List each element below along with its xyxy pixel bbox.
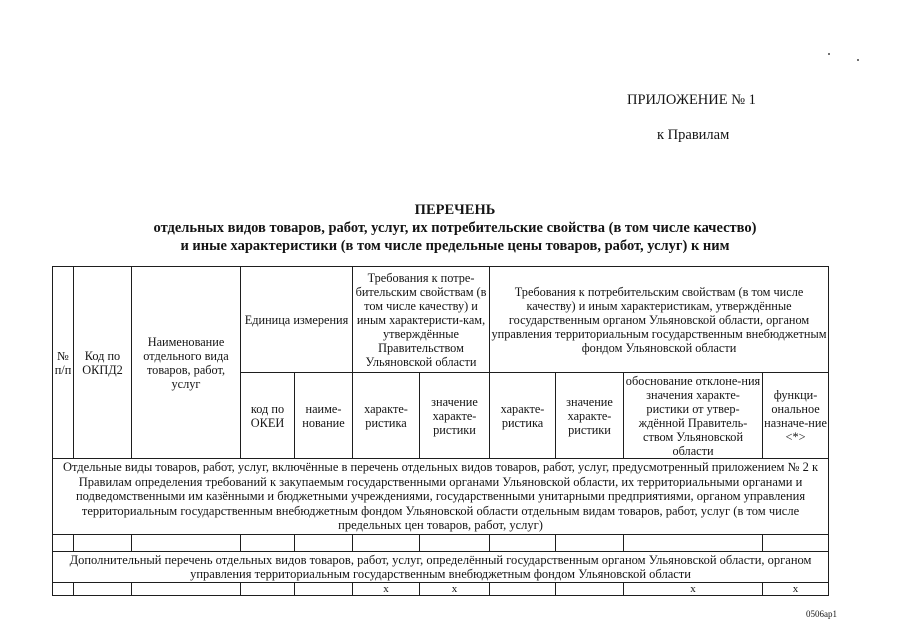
table-cell xyxy=(132,535,241,552)
table-cell xyxy=(295,535,353,552)
to-rules-label: к Правилам xyxy=(657,127,730,143)
table-cell xyxy=(353,535,420,552)
header-item-name: Наименование отдельного вида товаров, работ, услуг xyxy=(132,267,241,459)
table-header-row-1 xyxy=(53,267,829,373)
table-cell xyxy=(74,583,132,596)
table-cell xyxy=(295,583,353,596)
table-cell xyxy=(624,535,763,552)
document-subtitle-line-1: отдельных видов товаров, работ, услуг, их потребительские свойства (в том числе качество) xyxy=(153,220,757,236)
header-body-requirements: Требования к потребительским свойствам (в том числе качеству) и иным характеристикам, утверждённые государственным органом Ульяновской области, органом управления территориальным государственным внебюджетным фондом Ульяновской области xyxy=(490,267,829,373)
header-unit: Единица измерения xyxy=(241,267,353,373)
functional-purpose-x-mark: х xyxy=(763,583,829,596)
table-cell xyxy=(556,535,624,552)
header-government-requirements: Требования к потре-бительским свойствам (в том числе качеству) и иным характеристи-кам, утверждённые Правительством Ульяновской области xyxy=(353,267,490,373)
table-cell xyxy=(74,535,132,552)
gov-value-x-mark: х xyxy=(420,583,490,596)
table-cell xyxy=(763,535,829,552)
section-row-additional-list xyxy=(53,552,829,583)
header-unit-code: код по ОКЕИ xyxy=(241,373,295,459)
table-cell xyxy=(490,535,556,552)
table-cell xyxy=(556,583,624,596)
header-okpd-code: Код по ОКПД2 xyxy=(74,267,132,459)
appendix-label: ПРИЛОЖЕНИЕ № 1 xyxy=(627,92,756,108)
header-unit-name: наиме-нование xyxy=(295,373,353,459)
document-code: 0506ap1 xyxy=(806,609,837,619)
header-gov-value: значение характе-ристики xyxy=(420,373,490,459)
table-cell xyxy=(420,535,490,552)
section-mandatory-list-text: Отдельные виды товаров, работ, услуг, включённые в перечень отдельных видов товаров, работ, услуг, предусмотренный приложением № 2 к Правилам определения требований к закупаемым государственными органами Ульяновской области, их территориальными органами и подведомственными им казёнными и бюджетными учреждениями, государственными унитарными предприятиями, органом управления территориальным государственным внебюджетным фондом Ульяновской области отдельным видам товаров, работ, услуг (в том числе предельных цен товаров, работ, услуг) xyxy=(53,459,829,535)
header-number: № п/п xyxy=(53,267,74,459)
deviation-justification-x-mark: х xyxy=(624,583,763,596)
document-subtitle-line-2: и иные характеристики (в том числе предельные цены товаров, работ, услуг) к ним xyxy=(180,238,730,254)
scan-speck xyxy=(828,53,830,55)
table-cell xyxy=(53,583,74,596)
document-title: ПЕРЕЧЕНЬ xyxy=(414,202,496,218)
header-body-characteristic: характе-ристика xyxy=(490,373,556,459)
table-cell xyxy=(241,583,295,596)
table-cell xyxy=(241,535,295,552)
header-gov-characteristic: характе-ристика xyxy=(353,373,420,459)
scan-speck xyxy=(857,59,859,61)
goods-requirements-table xyxy=(52,266,829,596)
table-cell xyxy=(53,535,74,552)
header-deviation-justification: обоснование отклоне-ния значения характе-ристики от утвер-ждённой Правитель-ством Ульяновской области xyxy=(624,373,763,459)
section-additional-list-text: Дополнительный перечень отдельных видов товаров, работ, услуг, определённый государственным органом Ульяновской области, органом управления территориальным государственным внебюджетным фондом Ульяновской области xyxy=(53,552,829,583)
table-row xyxy=(53,583,829,596)
header-body-value: значение характе-ристики xyxy=(556,373,624,459)
header-functional-purpose: функци-ональное назначе-ние <*> xyxy=(763,373,829,459)
section-row-mandatory-list xyxy=(53,459,829,535)
table-row xyxy=(53,535,829,552)
table-cell xyxy=(490,583,556,596)
table-cell xyxy=(132,583,241,596)
gov-characteristic-x-mark: х xyxy=(353,583,420,596)
